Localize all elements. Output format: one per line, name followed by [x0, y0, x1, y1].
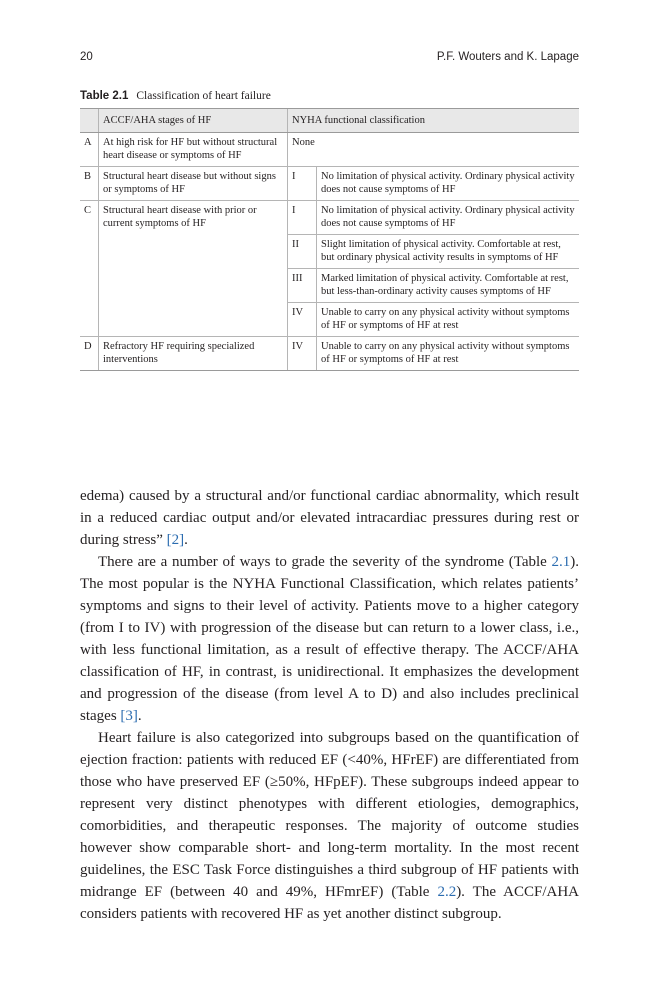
table-reference-link[interactable]: 2.2: [437, 884, 457, 900]
paragraph: Heart failure is also categorized into subgroups based on the quantification of ejection fraction: patients with reduced EF (<40%, HFrEF) are differentiated from those who have preserved EF (≥50%, HFpEF). These subgroups indeed appear to represent very distinct phenotypes with different etiologies, demographics, comorbidities, and therapeutic responses. The majority of outcome studies however show comparable short- and long-term mortality. In the most recent guidelines, the ESC Task Force distinguishes a third subgroup of HF patients with midrange EF (between 40 and 49%, HFmrEF) (Table 2.2). The ACCF/AHA considers patients with recovered HF as yet another distinct subgroup.: [80, 730, 579, 922]
page-number: 20: [80, 51, 93, 63]
nyha-class: III: [288, 269, 317, 303]
paragraph: There are a number of ways to grade the severity of the syndrome (Table 2.1). The most popular is the NYHA Functional Classification, which relates patients’ symptoms and signs to their level of activity. Patients move to a higher category (from I to IV) with progression of the disease but can return to a lower class, i.e., with less functional limitation, as a result of effective therapy. The ACCF/AHA classification of HF, in contrast, is unidirectional. It emphasizes the development and progression of the disease (from level A to D) and also includes preclinical stages [3].: [80, 554, 579, 724]
nyha-class: I: [288, 201, 317, 235]
table-row: [80, 337, 579, 371]
stage-letter: B: [80, 167, 99, 201]
nyha-description: No limitation of physical activity. Ordinary physical activity does not cause symptoms of HF: [317, 201, 580, 235]
stage-letter: C: [80, 201, 99, 337]
nyha-description: Marked limitation of physical activity. Comfortable at rest, but less-than-ordinary activity causes symptoms of HF: [317, 269, 580, 303]
table-label: Table 2.1: [80, 90, 129, 102]
running-authors: P.F. Wouters and K. Lapage: [436, 51, 579, 63]
stage-description: Structural heart disease with prior or current symptoms of HF: [99, 201, 288, 337]
table-caption: [80, 90, 271, 102]
table-row: [80, 201, 579, 235]
stage-description: Refractory HF requiring specialized interventions: [99, 337, 288, 371]
paragraph: edema) caused by a structural and/or functional cardiac abnormality, which result in a reduced cardiac output and/or elevated intracardiac pressures during rest or during stress” [2].: [80, 488, 579, 548]
body-text: [80, 485, 579, 925]
citation-link[interactable]: [2]: [166, 532, 185, 548]
stage-description: Structural heart disease but without signs or symptoms of HF: [99, 167, 288, 201]
stage-description: At high risk for HF but without structural heart disease or symptoms of HF: [99, 133, 288, 167]
nyha-description: Slight limitation of physical activity. Comfortable at rest, but ordinary physical activity results in symptoms of HF: [317, 235, 580, 269]
citation-link[interactable]: [3]: [120, 708, 138, 724]
header-accf-aha: ACCF/AHA stages of HF: [99, 109, 288, 133]
heart-failure-classification-table: [80, 108, 579, 371]
table-header-row: [80, 109, 579, 133]
table-row: [80, 167, 579, 201]
nyha-class: I: [288, 167, 317, 201]
nyha-description: Unable to carry on any physical activity without symptoms of HF or symptoms of HF at rest: [317, 337, 580, 371]
nyha-class: IV: [288, 303, 317, 337]
stage-letter: A: [80, 133, 99, 167]
nyha-class: II: [288, 235, 317, 269]
table-caption-text: Classification of heart failure: [136, 90, 271, 102]
stage-letter: D: [80, 337, 99, 371]
table-row: [80, 133, 579, 167]
nyha-description: Unable to carry on any physical activity without symptoms of HF or symptoms of HF at rest: [317, 303, 580, 337]
table-reference-link[interactable]: 2.1: [551, 554, 571, 570]
nyha-none: None: [288, 133, 580, 167]
nyha-description: No limitation of physical activity. Ordinary physical activity does not cause symptoms of HF: [317, 167, 580, 201]
nyha-class: IV: [288, 337, 317, 371]
running-header: [80, 51, 579, 69]
header-nyha: NYHA functional classification: [288, 109, 580, 133]
